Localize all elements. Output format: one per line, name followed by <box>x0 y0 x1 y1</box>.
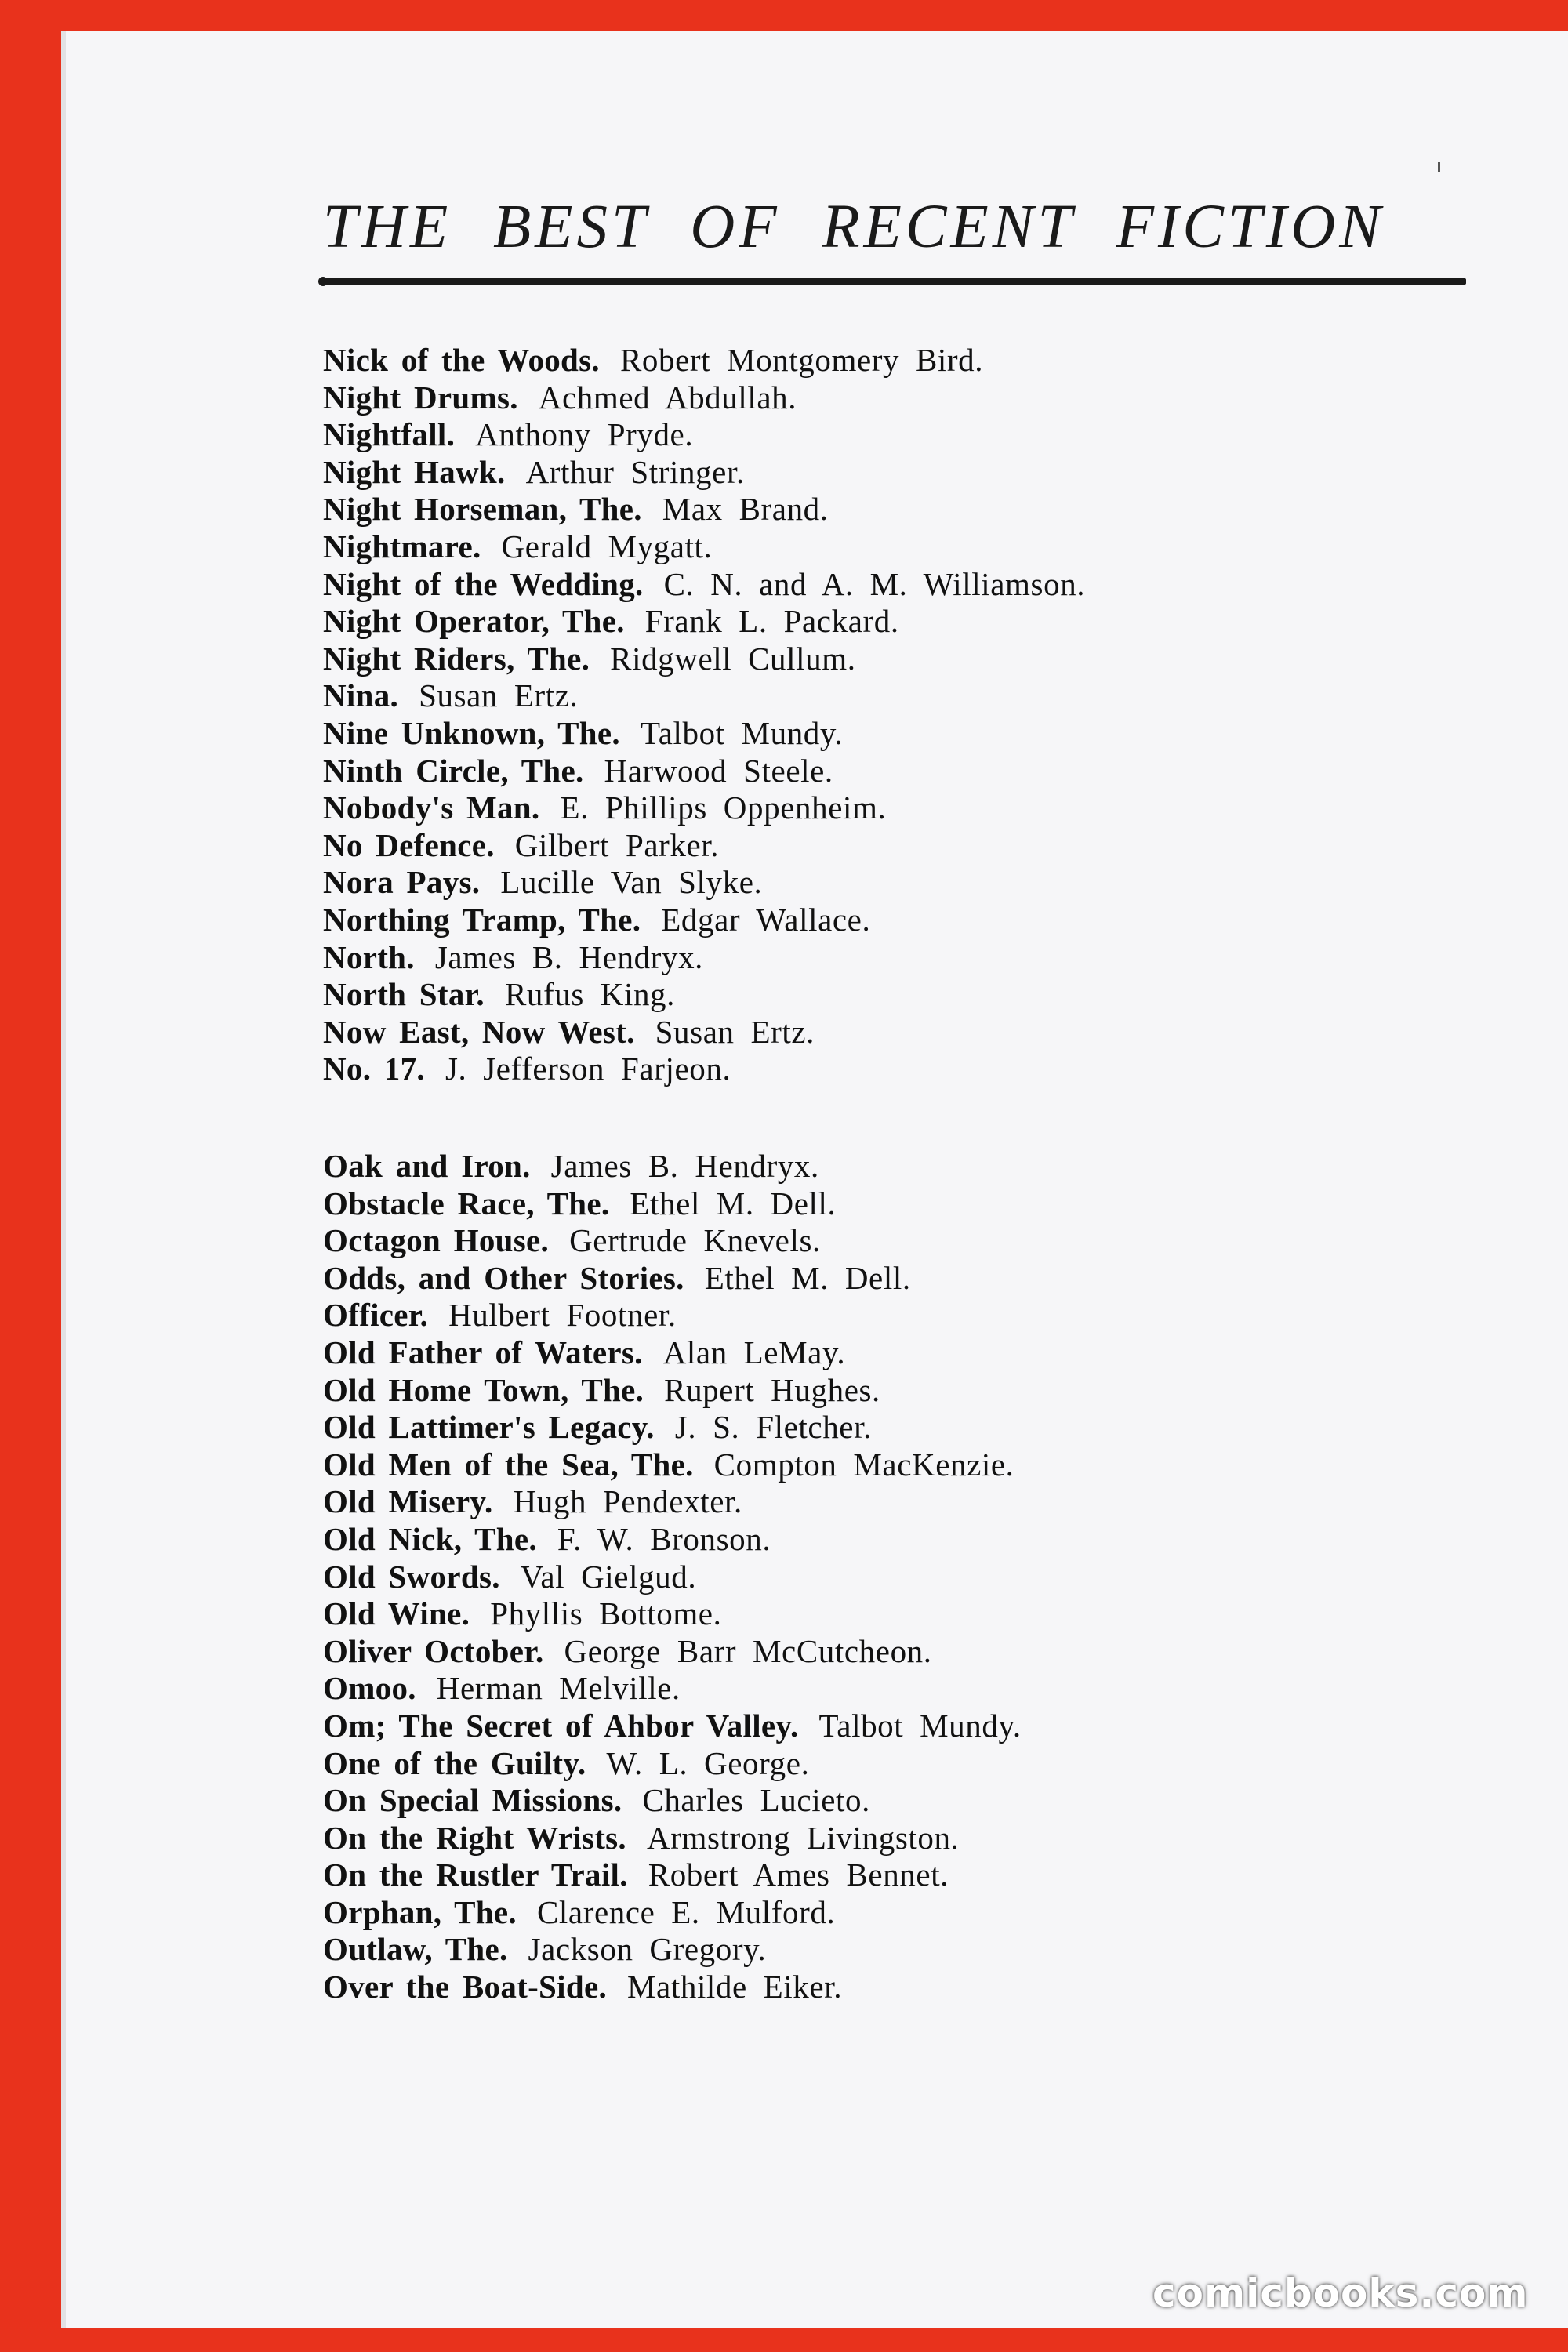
book-title: Octagon House. <box>323 1222 550 1259</box>
book-title: Old Wine. <box>323 1595 470 1632</box>
list-item <box>323 454 1460 492</box>
list-item <box>323 1595 1460 1633</box>
list-item <box>323 603 1460 641</box>
book-title: Old Lattimer's Legacy. <box>323 1409 655 1446</box>
book-title: Night Hawk. <box>323 453 506 490</box>
book-author: Achmed Abdullah. <box>538 379 797 416</box>
list-item <box>323 864 1460 902</box>
list-item <box>323 753 1460 790</box>
book-author: Rufus King. <box>504 976 676 1013</box>
list-item <box>323 1051 1460 1088</box>
list-item <box>323 1297 1460 1334</box>
list-item <box>323 491 1460 528</box>
book-title: Old Home Town, The. <box>323 1371 644 1408</box>
book-title: On Special Missions. <box>323 1782 622 1819</box>
list-item <box>323 528 1460 566</box>
book-author: W. L. George. <box>606 1744 810 1781</box>
book-author: Arthur Stringer. <box>525 453 745 490</box>
list-item <box>323 1521 1460 1559</box>
book-title: Night Horseman, The. <box>323 491 642 528</box>
list-item <box>323 1483 1460 1521</box>
book-author: Gilbert Parker. <box>514 826 720 863</box>
book-author: Alan LeMay. <box>662 1334 846 1370</box>
book-title: Orphan, The. <box>323 1893 517 1930</box>
book-author: C. N. and A. M. Williamson. <box>663 565 1086 602</box>
book-title: Ninth Circle, The. <box>323 752 584 789</box>
list-item <box>323 641 1460 678</box>
book-author: Ethel M. Dell. <box>630 1185 837 1221</box>
book-title: North Star. <box>323 976 485 1013</box>
list-item <box>323 1409 1460 1446</box>
list-item <box>323 342 1460 379</box>
book-title: Omoo. <box>323 1670 416 1707</box>
list-item <box>323 1633 1460 1671</box>
book-author: James B. Hendryx. <box>550 1148 819 1184</box>
book-author: Hulbert Footner. <box>448 1297 677 1334</box>
list-item <box>323 1969 1460 2006</box>
list-item <box>323 1222 1460 1260</box>
book-author: Robert Ames Bennet. <box>648 1857 949 1893</box>
book-author: Robert Montgomery Bird. <box>619 342 984 378</box>
list-item <box>323 939 1460 977</box>
book-title: On the Rustler Trail. <box>323 1857 628 1893</box>
book-author: Gertrude Knevels. <box>569 1222 821 1259</box>
book-author: Compton MacKenzie. <box>713 1446 1014 1483</box>
book-author: Talbot Mundy. <box>818 1707 1022 1744</box>
book-title: No Defence. <box>323 826 495 863</box>
book-author: Ethel M. Dell. <box>704 1259 911 1296</box>
book-title: Nightmare. <box>323 528 481 564</box>
list-item <box>323 1670 1460 1708</box>
book-author: J. S. Fletcher. <box>674 1409 872 1446</box>
book-author: James B. Hendryx. <box>434 938 704 975</box>
book-author: Susan Ertz. <box>655 1013 815 1050</box>
book-title: Old Nick, The. <box>323 1520 537 1557</box>
book-title: On the Right Wrists. <box>323 1819 626 1856</box>
book-author: Rupert Hughes. <box>664 1371 880 1408</box>
list-item <box>323 566 1460 604</box>
list-item <box>323 902 1460 939</box>
book-title: Old Misery. <box>323 1483 493 1520</box>
list-item <box>323 677 1460 715</box>
list-item <box>323 1372 1460 1410</box>
book-title: Om; The Secret of Ahbor Valley. <box>323 1707 799 1744</box>
book-title: Old Swords. <box>323 1558 500 1595</box>
list-item <box>323 1857 1460 1894</box>
page-mark <box>1438 162 1440 172</box>
list-item <box>323 1782 1460 1820</box>
list-item <box>323 379 1460 417</box>
book-author: Susan Ertz. <box>419 677 579 714</box>
book-title: Northing Tramp, The. <box>323 901 641 938</box>
watermark: comicbooks.com <box>1152 2270 1529 2316</box>
book-title: Night Drums. <box>323 379 518 416</box>
book-title: Old Men of the Sea, The. <box>323 1446 694 1483</box>
list-item <box>323 715 1460 753</box>
book-title: Nightfall. <box>323 416 456 453</box>
list-item <box>323 416 1460 454</box>
book-author: George Barr McCutcheon. <box>564 1632 932 1669</box>
book-author: Armstrong Livingston. <box>646 1819 960 1856</box>
book-author: Frank L. Packard. <box>644 603 899 640</box>
book-author: Anthony Pryde. <box>475 416 694 453</box>
book-author: Val Gielgud. <box>520 1558 697 1595</box>
book-title: Obstacle Race, The. <box>323 1185 610 1221</box>
book-author: Harwood Steele. <box>604 752 833 789</box>
list-item <box>323 1260 1460 1298</box>
book-title: Old Father of Waters. <box>323 1334 643 1370</box>
book-title: Nick of the Woods. <box>323 342 600 378</box>
list-item <box>323 1931 1460 1969</box>
book-title: Over the Boat-Side. <box>323 1969 607 2005</box>
book-title: Nora Pays. <box>323 864 481 901</box>
book-author: Hugh Pendexter. <box>513 1483 742 1520</box>
list-item <box>323 1334 1460 1372</box>
list-item <box>323 1894 1460 1932</box>
list-item <box>323 827 1460 865</box>
page-heading: THE BEST OF RECENT FICTION <box>323 193 1385 261</box>
book-author: Jackson Gregory. <box>528 1931 767 1968</box>
list-item <box>323 789 1460 827</box>
book-author: J. Jefferson Farjeon. <box>445 1051 731 1087</box>
book-title: Oliver October. <box>323 1632 544 1669</box>
list-item <box>323 1185 1460 1223</box>
list-item <box>323 1014 1460 1051</box>
book-author: F. W. Bronson. <box>557 1520 771 1557</box>
book-title: No. 17. <box>323 1051 425 1087</box>
n-titles-list <box>323 342 1460 1088</box>
book-title: Officer. <box>323 1297 429 1334</box>
book-author: Clarence E. Mulford. <box>536 1893 836 1930</box>
book-title: Odds, and Other Stories. <box>323 1259 684 1296</box>
book-author: Phyllis Bottome. <box>490 1595 722 1632</box>
book-title: Night of the Wedding. <box>323 565 644 602</box>
book-title: Nine Unknown, The. <box>323 714 620 751</box>
list-item <box>323 1446 1460 1484</box>
book-author: E. Phillips Oppenheim. <box>560 789 887 826</box>
book-title: One of the Guilty. <box>323 1744 586 1781</box>
book-title: Now East, Now West. <box>323 1013 635 1050</box>
book-title: Oak and Iron. <box>323 1148 531 1184</box>
list-item <box>323 1559 1460 1596</box>
book-title: Night Riders, The. <box>323 640 590 677</box>
book-author: Gerald Mygatt. <box>501 528 713 564</box>
book-author: Ridgwell Cullum. <box>610 640 856 677</box>
book-author: Mathilde Eiker. <box>627 1969 843 2005</box>
book-title: Outlaw, The. <box>323 1931 508 1968</box>
book-title: Night Operator, The. <box>323 603 625 640</box>
list-item <box>323 1820 1460 1857</box>
book-title: North. <box>323 938 415 975</box>
o-titles-list <box>323 1148 1460 2006</box>
heading-rule <box>323 278 1466 285</box>
book-author: Herman Melville. <box>436 1670 681 1707</box>
list-item <box>323 1708 1460 1745</box>
book-title: Nina. <box>323 677 399 714</box>
book-author: Talbot Mundy. <box>640 714 844 751</box>
list-item <box>323 976 1460 1014</box>
book-title: Nobody's Man. <box>323 789 540 826</box>
list-item <box>323 1745 1460 1783</box>
list-item <box>323 1148 1460 1185</box>
book-author: Charles Lucieto. <box>642 1782 870 1819</box>
book-author: Lucille Van Slyke. <box>500 864 763 901</box>
book-author: Edgar Wallace. <box>661 901 871 938</box>
book-author: Max Brand. <box>662 491 829 528</box>
